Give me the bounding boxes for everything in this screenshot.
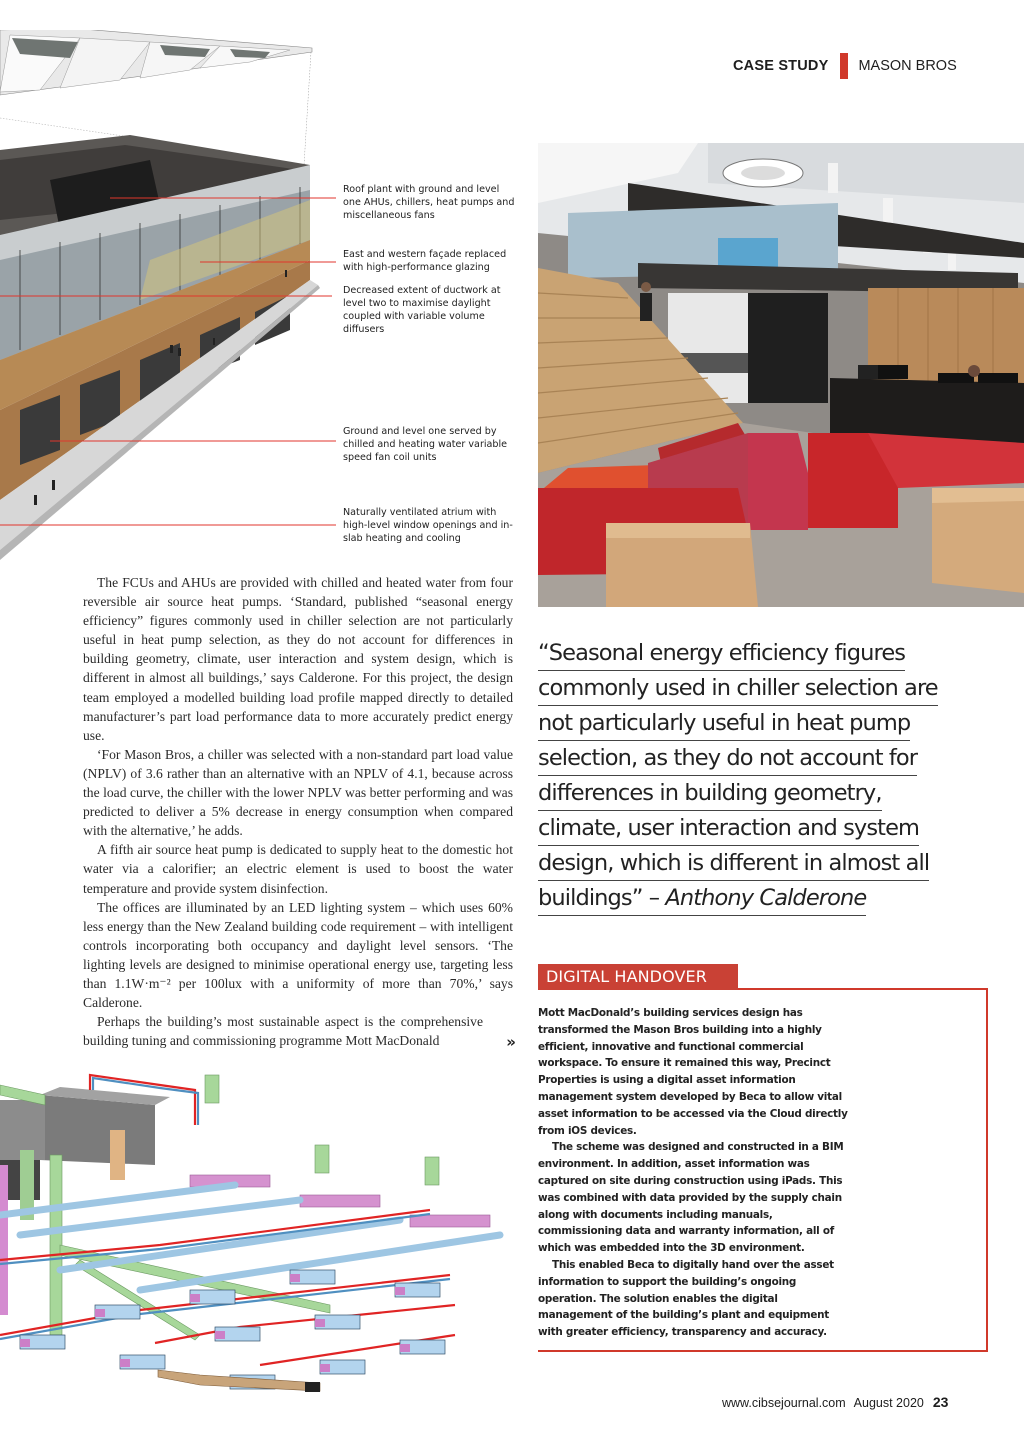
pull-quote-attribution: Anthony Calderone xyxy=(665,885,867,911)
sidebar-box-top-border xyxy=(738,988,988,990)
header-divider xyxy=(840,53,848,79)
body-paragraph: A fifth air source heat pump is dedicated to supply heat to the domestic hot water via a calorifier; an electric element is used to boost the water temperature and provide system disinfection. xyxy=(83,842,513,896)
building-illustration xyxy=(0,30,340,560)
sidebar-text xyxy=(538,1005,848,1341)
running-header xyxy=(733,55,957,77)
pull-quote-last-line: buildings” – xyxy=(538,885,666,911)
sidebar-paragraph: The scheme was designed and constructed in a BIM environment. In addition, asset information was captured on site during construction using iPads. This was combined with data provided by the supply chain along with documents including manuals, commissioning data and warranty information, all of which was embedded into the 3D environment. xyxy=(538,1141,844,1255)
callout-atrium: Naturally ventilated atrium with high-level window openings and in-slab heating and cooling xyxy=(343,507,513,544)
mechanical-services-illustration xyxy=(0,1065,530,1395)
interior-photo xyxy=(538,143,1024,607)
callout-facade: East and western façade replaced with high-performance glazing xyxy=(343,249,507,273)
pull-quote-line: commonly used in chiller selection are xyxy=(538,671,968,706)
pull-quote-line: differences in building geometry, xyxy=(538,776,968,811)
subject-label: MASON BROS xyxy=(858,58,957,74)
pull-quote-line: not particularly useful in heat pump xyxy=(538,706,968,741)
callout-roof-plant: Roof plant with ground and level one AHUs, chillers, heat pumps and miscellaneous fans xyxy=(343,184,515,221)
sidebar-title: DIGITAL HANDOVER xyxy=(538,964,738,990)
pull-quote xyxy=(538,636,968,916)
page-number: 23 xyxy=(932,1394,949,1410)
body-paragraph: ‘For Mason Bros, a chiller was selected with a non-standard part load value (NPLV) of 3.6 rather than an alternative with an NPLV of 4.1, because across the load curve, the chiller with the lower NPLV was better performing and was predicted to deliver a 5% decrease in energy consumption when compared with the alternative,’ he adds. xyxy=(83,746,513,839)
body-paragraph: The offices are illuminated by an LED lighting system – which uses 60% less energy than the New Zealand building code requirement – with intelligent controls incorporating both occupancy and daylight level sensors. ‘The lighting levels are designed to minimise operational energy use, targeting less than 1.1W·m⁻² per 100lux with a uniformity of more than 70%,’ says Calderone. xyxy=(83,899,513,1011)
pull-quote-line xyxy=(538,881,968,916)
pull-quote-line: selection, as they do not account for xyxy=(538,741,968,776)
sidebar-paragraph: Mott MacDonald’s building services design has transformed the Mason Bros building into a highly efficient, innovative and functional commercial workspace. To ensure it remained this way, Precinct Properties is using a digital asset information management system developed by Beca to allow vital asset information to be accessed via the Cloud directly from iOS devices. xyxy=(538,1007,848,1137)
footer-url[interactable]: www.cibsejournal.com xyxy=(722,1396,846,1410)
pull-quote-line: climate, user interaction and system xyxy=(538,811,968,846)
page-footer xyxy=(722,1394,948,1410)
body-text xyxy=(83,573,516,1052)
continue-icon: » xyxy=(506,1033,516,1052)
body-paragraph: The FCUs and AHUs are provided with chilled and heated water from four reversible air source heat pumps. ‘Standard, published “seasonal energy efficiency” figures commonly used in chiller selection are not particularly useful in heat pump selection, as they do not account for differences in building geometry, climate, user interaction and system design, which is different in almost all buildings,’ says Calderone. For this project, the design team employed a modelled building load profile mapped directly to detailed manufacturer’s part load performance data to more accurately predict energy use. xyxy=(83,575,513,743)
body-paragraph: Perhaps the building’s most sustainable aspect is the comprehensive building tuning and commissioning programme Mott MacDonald xyxy=(83,1014,483,1049)
pull-quote-line: “Seasonal energy efficiency figures xyxy=(538,636,968,671)
pull-quote-line: design, which is different in almost all xyxy=(538,846,968,881)
callout-ductwork: Decreased extent of ductwork at level two to maximise daylight coupled with variable volume diffusers xyxy=(343,285,501,335)
callout-fan-coil: Ground and level one served by chilled and heating water variable speed fan coil units xyxy=(343,426,508,463)
building-body xyxy=(0,135,320,560)
section-label: CASE STUDY xyxy=(733,58,829,74)
footer-issue: August 2020 xyxy=(853,1396,924,1410)
sidebar-paragraph: This enabled Beca to digitally hand over the asset information to support the building’s ongoing operation. The solution enables the digital management of the building’s plant and equipment with greater efficiency, transparency and accuracy. xyxy=(538,1258,834,1339)
